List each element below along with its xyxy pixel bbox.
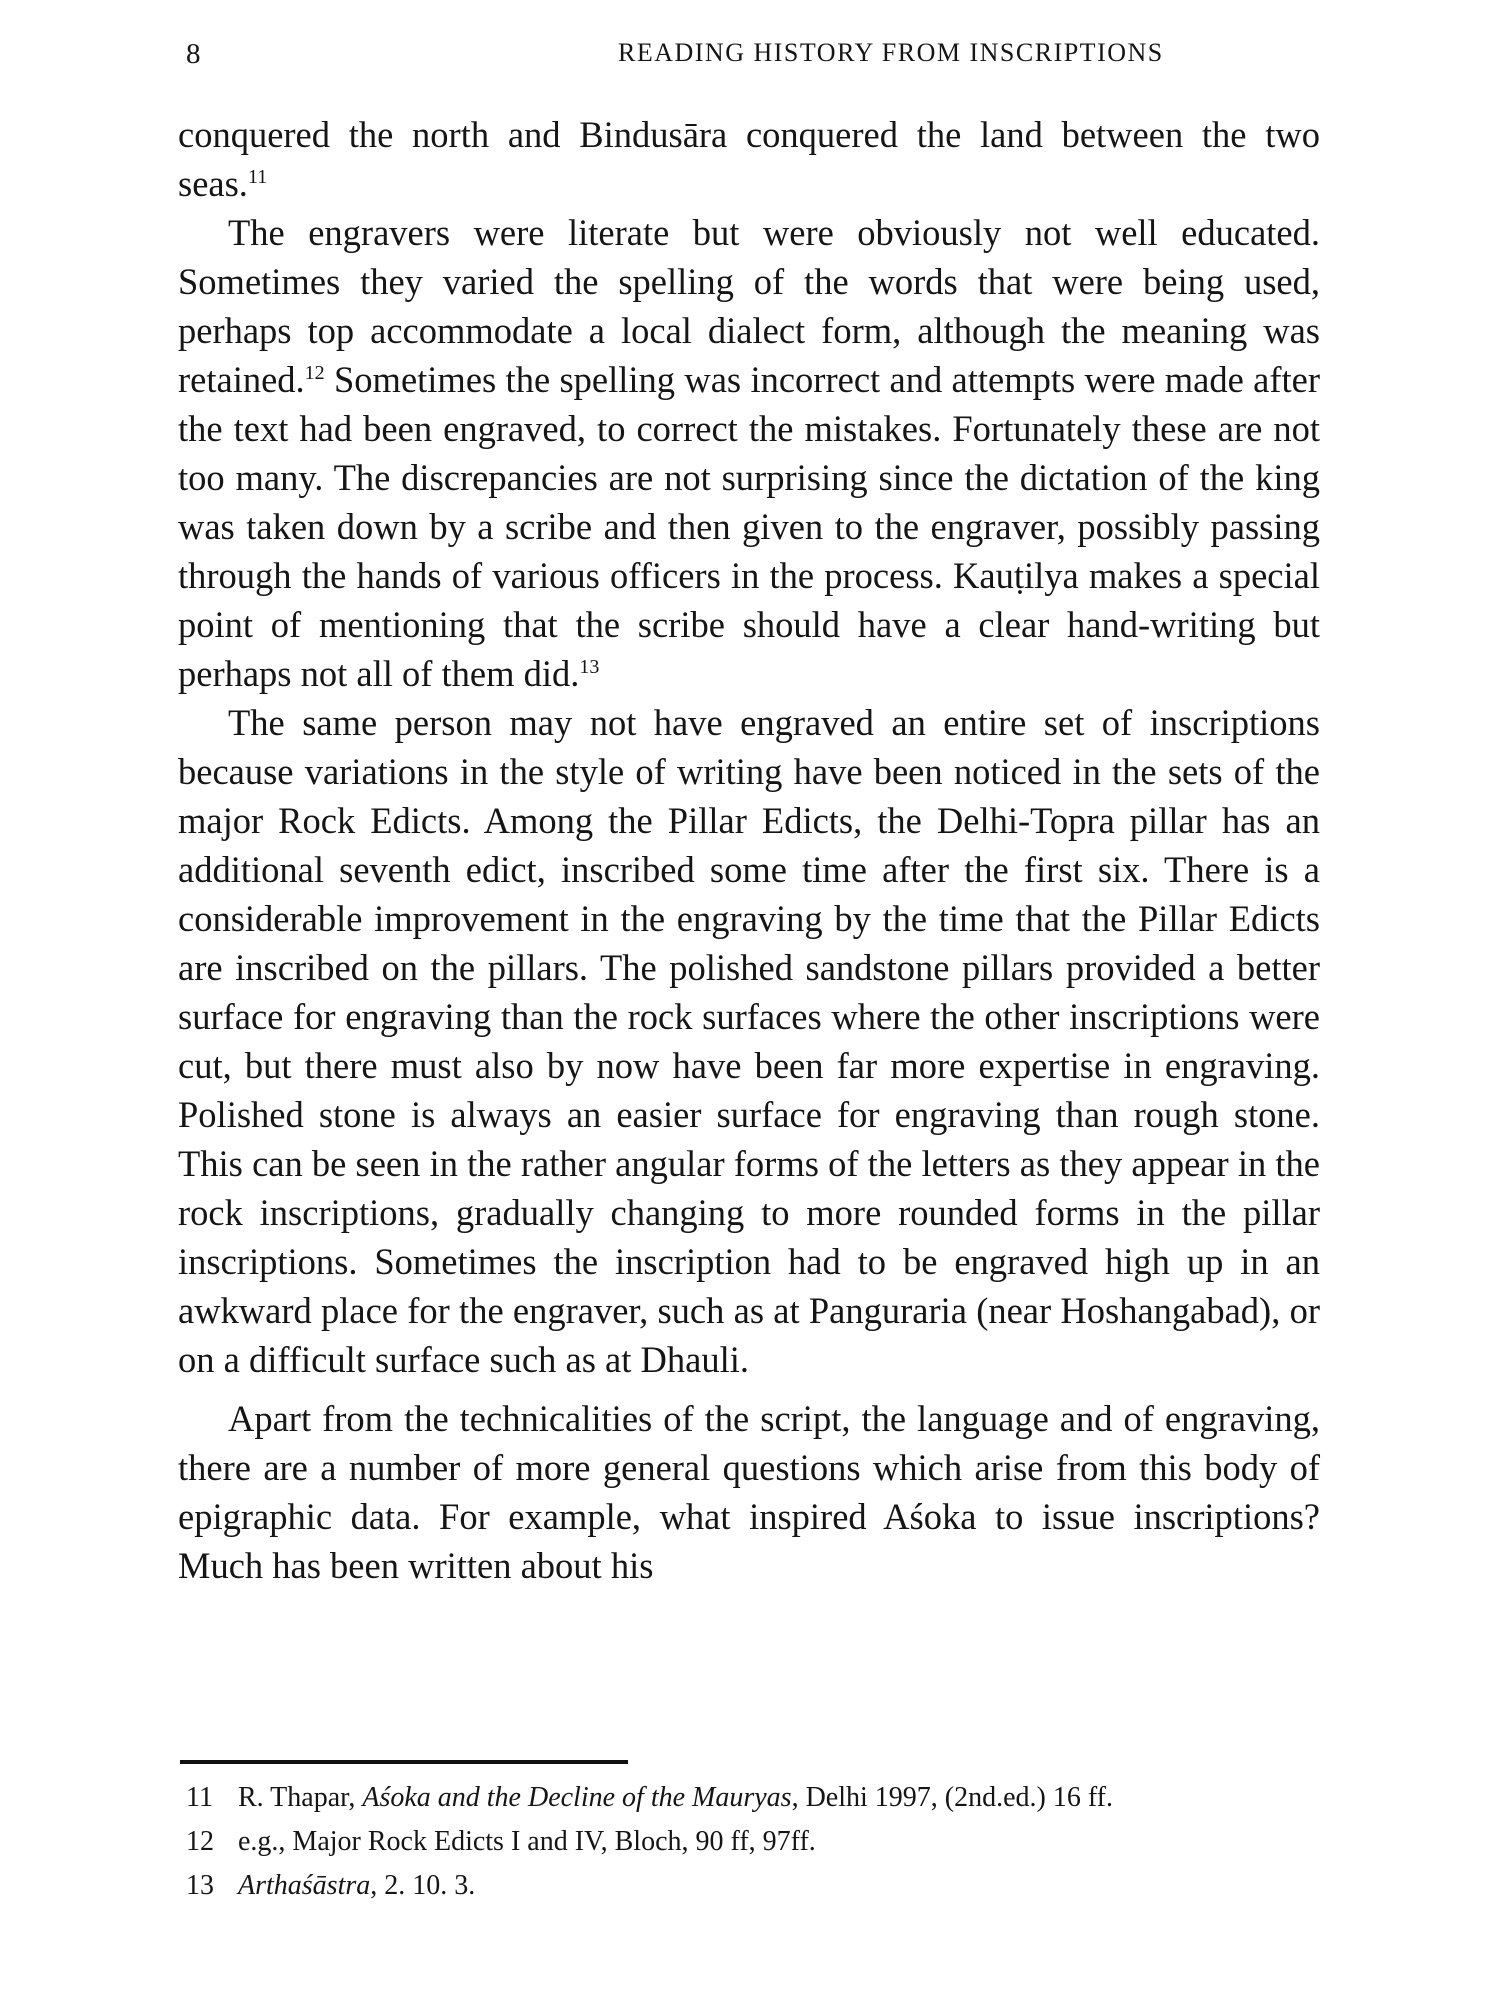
footnotes	[180, 1778, 1322, 1910]
running-title: READING HISTORY FROM INSCRIPTIONS	[618, 38, 1164, 67]
paragraph-1	[178, 110, 1320, 208]
page-number: 8	[186, 38, 201, 70]
footnote-book-title: Aśoka and the Decline of the Mauryas	[362, 1782, 792, 1813]
paragraph-2-text-b: Sometimes the spelling was incorrect and attempts were made after the text had been engraved, to correct the mistakes. Fortunately these are not too many. The discrepancies are not surprising since the dictation of the king was taken down by a scribe and then given to the engraver, possibly passing through the hands of various officers in the process. Kauṭilya makes a special point of mentioning that the scribe should have a clear hand-writing but perhaps not all of them did.	[178, 359, 1320, 694]
paragraph-2-text-a: The engravers were literate but were obviously not well educated. Sometimes they varied the spelling of the words that were being used, perhaps top accommodate a local dialect form, although the meaning was retained.	[178, 212, 1320, 400]
footnote-ref-12: 12	[304, 361, 325, 384]
paragraph-1-text: conquered the north and Bindusāra conquered the land between the two seas.	[178, 114, 1320, 204]
footnote-text	[238, 1866, 1322, 1906]
footnote-13	[180, 1866, 1322, 1906]
footnote-12	[180, 1822, 1322, 1862]
footnote-text: e.g., Major Rock Edicts I and IV, Bloch, 90 ff, 97ff.	[238, 1826, 816, 1857]
footnote-citation: , 2. 10. 3.	[370, 1870, 476, 1901]
paragraph-3: The same person may not have engraved an entire set of inscriptions because variations in the style of writing have been noticed in the sets of the major Rock Edicts. Among the Pillar Edicts, the Delhi-Topra pillar has an additional seventh edict, inscribed some time after the first six. There is a considerable improvement in the engraving by the time that the Pillar Edicts are inscribed on the pillars. The polished sandstone pillars provided a better surface for engraving than the rock surfaces where the other inscriptions were cut, but there must also by now have been far more expertise in engraving. Polished stone is always an easier surface for engraving than rough stone. This can be seen in the rather angular forms of the letters as they appear in the rock inscriptions, gradually changing to more rounded forms in the pillar inscriptions. Sometimes the inscription had to be engraved high up in an awkward place for the engraver, such as at Panguraria (near Hoshangabad), or on a difficult surface such as at Dhauli.	[178, 702, 1320, 1380]
body-text	[178, 110, 1320, 1590]
running-head	[180, 34, 1320, 74]
footnote-ref-13: 13	[579, 655, 600, 678]
paragraph-4: Apart from the technicalities of the script, the language and of engraving, there are a number of more general questions which arise from this body of epigraphic data. For example, what inspired Aśoka to issue inscriptions? Much has been written about his	[178, 1398, 1320, 1586]
footnote-text	[238, 1778, 1322, 1818]
footnote-ref-11: 11	[247, 165, 268, 188]
footnote-citation: , Delhi 1997, (2nd.ed.) 16 ff.	[791, 1782, 1114, 1813]
footnote-rule	[180, 1760, 628, 1764]
footnote-11	[180, 1778, 1322, 1818]
footnote-number: 13	[186, 1870, 214, 1901]
footnote-author: R. Thapar,	[238, 1782, 363, 1813]
footnote-number: 12	[186, 1826, 214, 1857]
paragraph-2	[178, 208, 1320, 698]
footnote-book-title: Arthaśāstra	[238, 1870, 371, 1901]
footnote-number: 11	[186, 1782, 213, 1813]
